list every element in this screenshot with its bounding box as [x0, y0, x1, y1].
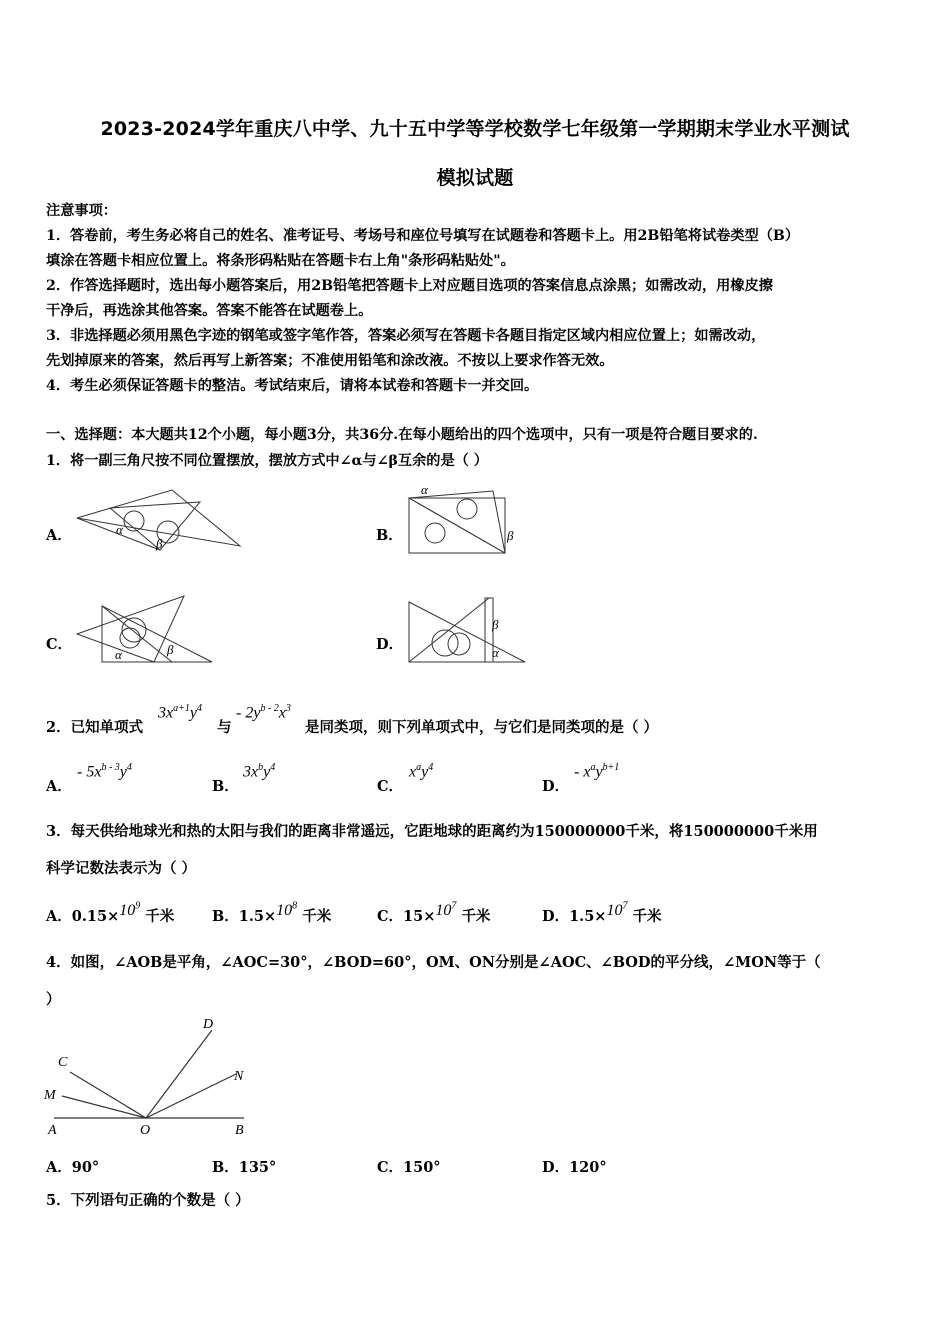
question-4-line2: ）: [46, 991, 61, 1008]
exam-title-line1: 2023-2024学年重庆八中学、九十五中学等学校数学七年级第一学期期末学业水平测试: [100, 118, 850, 140]
q2-option-b-expr: $3x^by^4$: [243, 762, 276, 781]
q1-figure-b: [403, 483, 528, 558]
q2-option-c-label: C．: [377, 778, 404, 795]
alpha-label: α: [116, 522, 123, 537]
q2-option-d-label: D．: [542, 778, 570, 795]
alpha-label: α: [421, 483, 428, 497]
notice-line: 3．非选择题必须用黑色字迹的钢笔或签字笔作答，答案必须写在答题卡各题目指定区域内相应位置上；如需改动，: [46, 328, 766, 344]
alpha-label: α: [115, 647, 122, 662]
q1-option-c-label: C．: [46, 636, 73, 653]
q1-option-b-label: B．: [376, 527, 403, 544]
q2-option-c-expr: $x^ay^4$: [409, 762, 434, 781]
q2-monomial-1: $3x^{a+1}y^4$: [158, 703, 202, 722]
point-b-label: B: [235, 1123, 244, 1138]
q3-option-d: D．$1.5\times 10^7$ 千米: [542, 900, 662, 925]
point-d-label: D: [203, 1017, 214, 1032]
exam-title-line2: 模拟试题: [436, 167, 514, 189]
q1-figure-d: [403, 592, 533, 667]
point-n-label: N: [234, 1069, 244, 1084]
question-3-line2: 科学记数法表示为（ ）: [46, 860, 197, 877]
notice-line: 先划掉原来的答案，然后再写上新答案；不准使用铅笔和涂改液。不按以上要求作答无效。: [46, 353, 614, 369]
alpha-label: α: [492, 645, 499, 660]
beta-label: β: [507, 528, 514, 543]
question-3-line1: 3．每天供给地球光和热的太阳与我们的距离非常遥远，它距地球的距离约为150000000千米，将150000000千米用: [46, 823, 818, 840]
q4-option-b: B．135°: [212, 1159, 277, 1176]
question-5-stem: 5．下列语句正确的个数是（ ）: [46, 1192, 250, 1209]
q4-option-c: C．150°: [377, 1159, 441, 1176]
notice-line: 1．答卷前，考生务必将自己的姓名、准考证号、考场号和座位号填写在试题卷和答题卡上。用2B铅笔将试卷类型（B）: [46, 228, 800, 244]
point-m-label: M: [44, 1088, 56, 1103]
beta-label: β: [492, 617, 499, 632]
q2-and: 与: [217, 719, 232, 736]
q1-figure-c: [72, 592, 217, 667]
question-2-stem-pre: 2．已知单项式: [46, 719, 144, 736]
beta-label: β: [167, 642, 174, 657]
q3-option-c: C．$15\times 10^7$ 千米: [377, 900, 491, 925]
notice-heading: 注意事项：: [46, 203, 117, 219]
question-1-stem: 1．将一副三角尺按不同位置摆放，摆放方式中∠α与∠β互余的是（ ）: [46, 453, 488, 469]
q4-option-a: A．90°: [46, 1159, 100, 1176]
point-o-label: O: [140, 1123, 151, 1138]
q4-angle-figure: [40, 1012, 260, 1142]
q1-option-a-label: A．: [46, 527, 72, 544]
section-heading: 一、选择题：本大题共12个小题，每小题3分，共36分.在每小题给出的四个选项中，只有一项是符合题目要求的.: [46, 427, 758, 443]
q3-option-a: A．$0.15\times 10^9$ 千米: [46, 900, 175, 925]
notice-line: 填涂在答题卡相应位置上。将条形码粘贴在答题卡右上角"条形码粘贴处"。: [46, 253, 515, 269]
q4-option-d: D．120°: [542, 1159, 607, 1176]
q2-monomial-2: - $2y^{b - 2}x^3$: [236, 703, 291, 722]
question-2-stem-post: 是同类项，则下列单项式中，与它们是同类项的是（ ）: [305, 719, 659, 736]
point-a-label: A: [48, 1123, 57, 1138]
q1-figure-a: [72, 488, 247, 558]
q2-option-b-label: B．: [212, 778, 239, 795]
q2-option-d-expr: - $x^ay^{b+1}$: [574, 762, 620, 781]
notice-line: 2．作答选择题时，选出每小题答案后，用2B铅笔把答题卡上对应题目选项的答案信息点涂黑；如需改动，用橡皮擦: [46, 278, 773, 294]
notice-line: 4．考生必须保证答题卡的整洁。考试结束后，请将本试卷和答题卡一并交回。: [46, 378, 539, 394]
notice-line: 干净后，再选涂其他答案。答案不能答在试题卷上。: [46, 303, 373, 319]
q2-option-a-label: A．: [46, 778, 72, 795]
question-4-line1: 4．如图，∠AOB是平角，∠AOC=30°，∠BOD=60°，OM、ON分别是∠AOC、∠BOD的平分线，∠MON等于（: [46, 954, 821, 971]
q3-option-b: B．$1.5\times 10^8$ 千米: [212, 900, 332, 925]
beta-label: β: [156, 536, 163, 551]
q1-option-d-label: D．: [376, 636, 404, 653]
q2-option-a-expr: - $5x^{b - 3}y^4$: [77, 762, 132, 781]
point-c-label: C: [58, 1055, 68, 1070]
